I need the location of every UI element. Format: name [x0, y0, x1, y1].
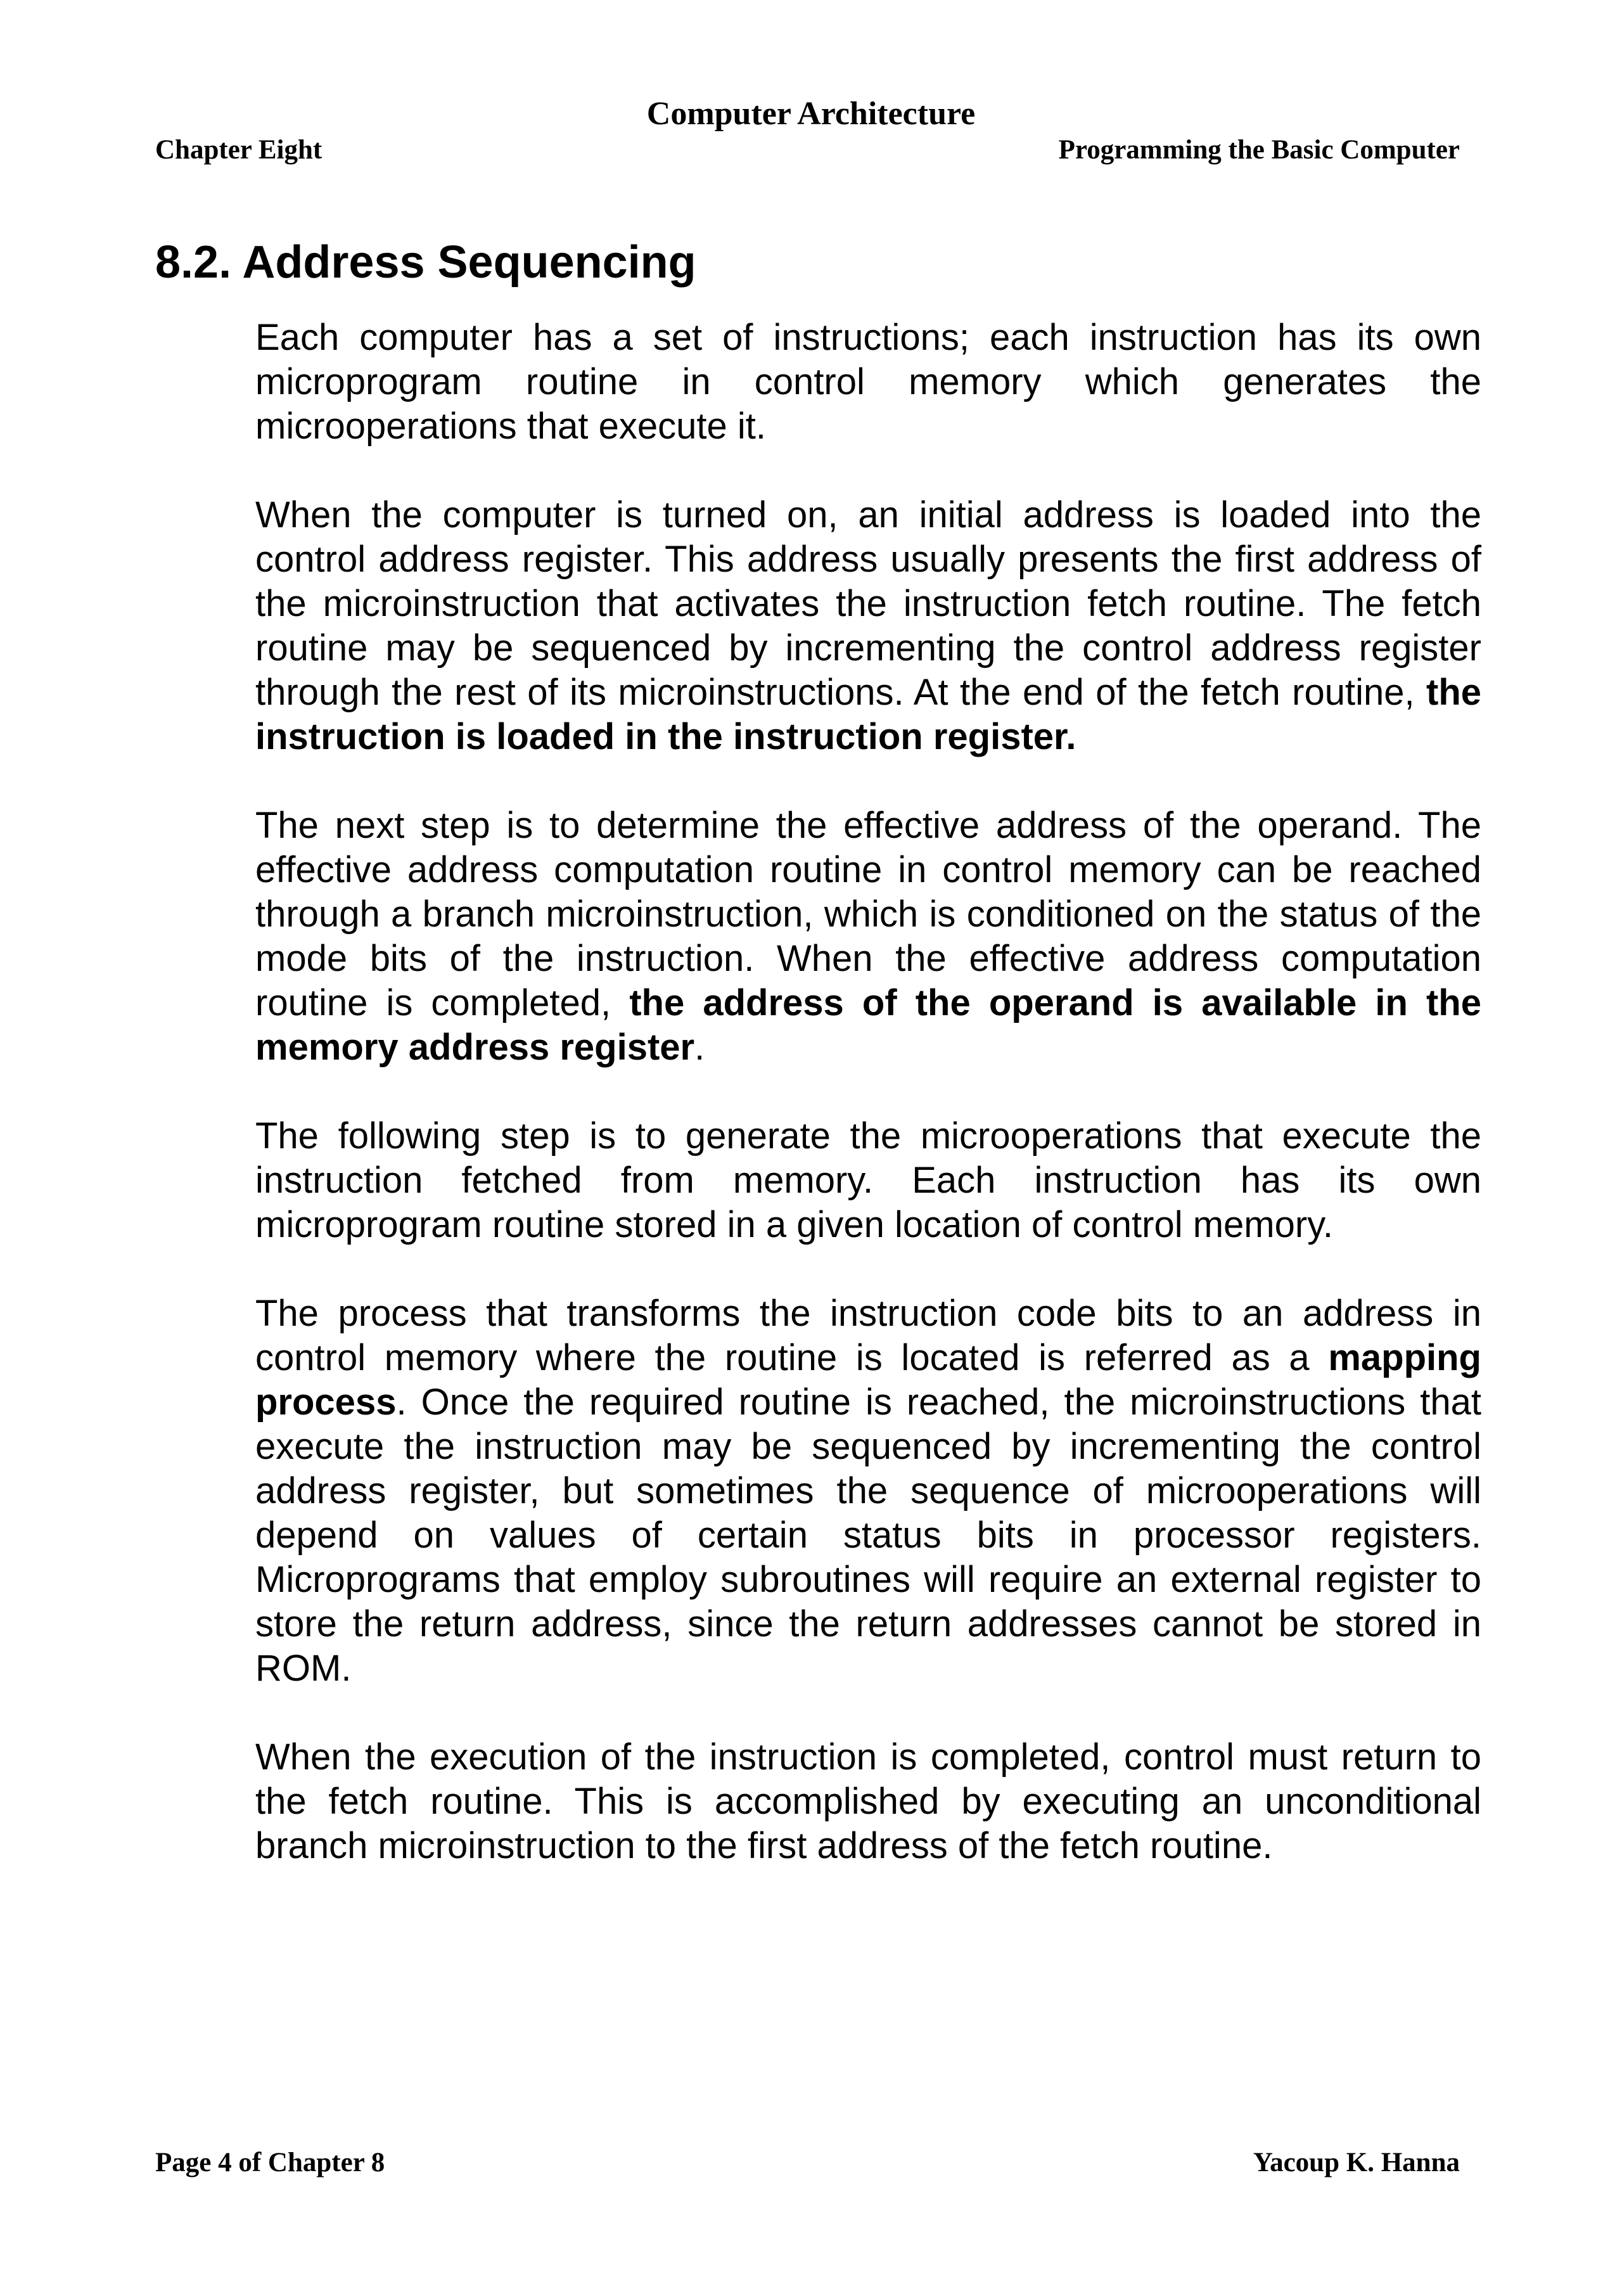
- paragraph-4: [255, 1114, 1481, 1247]
- paragraph-4-text: The following step is to generate the microoperations that execute the instruction fetched from memory. Each instruction has its own microprogram routine stored in a given location of control memory.: [255, 1115, 1481, 1245]
- header-title: Computer Architecture: [646, 96, 976, 132]
- header-chapter: Chapter Eight: [155, 135, 322, 165]
- paragraph-5: [255, 1292, 1481, 1691]
- paragraph-3-tail: .: [694, 1027, 705, 1068]
- paragraph-3-emphasis: the address of the operand is available in the memory address register: [255, 982, 1481, 1068]
- paragraph-5-text: The process that transforms the instruction code bits to an address in control memory where the routine is located is referred as a: [255, 1293, 1481, 1378]
- footer-author: Yacoup K. Hanna: [1253, 2148, 1460, 2177]
- body-text: [255, 316, 1481, 1868]
- paragraph-6: [255, 1735, 1481, 1868]
- header-subject: Programming the Basic Computer: [1058, 135, 1460, 165]
- paragraph-1-text: Each computer has a set of instructions; each instruction has its own microprogram routine in control memory which generates the microoperations that execute it.: [255, 317, 1481, 447]
- paragraph-6-text: When the execution of the instruction is completed, control must return to the fetch routine. This is accomplished by executing an unconditional branch microinstruction to the first address of the fetch routine.: [255, 1736, 1481, 1866]
- paragraph-1: [255, 316, 1481, 449]
- paragraph-3-text: The next step is to determine the effective address of the operand. The effective address computation routine in control memory can be reached through a branch microinstruction, which is conditioned on the status of the mode bits of the instruction. When the effective address computation routine is completed,: [255, 805, 1481, 1023]
- paragraph-5-tail: . Once the required routine is reached, the microinstructions that execute the instruction may be sequenced by incrementing the control address register, but sometimes the sequence of microoperations will depend on values of certain status bits in processor registers. Microprograms that employ subroutines will require an external register to store the return address, since the return addresses cannot be stored in ROM.: [255, 1382, 1481, 1689]
- section-title: 8.2. Address Sequencing: [155, 237, 696, 288]
- paragraph-2-emphasis: the instruction is loaded in the instruction register.: [255, 672, 1481, 757]
- paragraph-2-text: When the computer is turned on, an initial address is loaded into the control address register. This address usually presents the first address of the microinstruction that activates the instruction fetch routine. The fetch routine may be sequenced by incrementing the control address register through the rest of its microinstructions. At the end of the fetch routine,: [255, 494, 1481, 713]
- paragraph-5-emphasis: mapping process: [255, 1337, 1481, 1423]
- paragraph-2: [255, 493, 1481, 759]
- footer-page-number: Page 4 of Chapter 8: [155, 2148, 385, 2177]
- paragraph-3: [255, 804, 1481, 1070]
